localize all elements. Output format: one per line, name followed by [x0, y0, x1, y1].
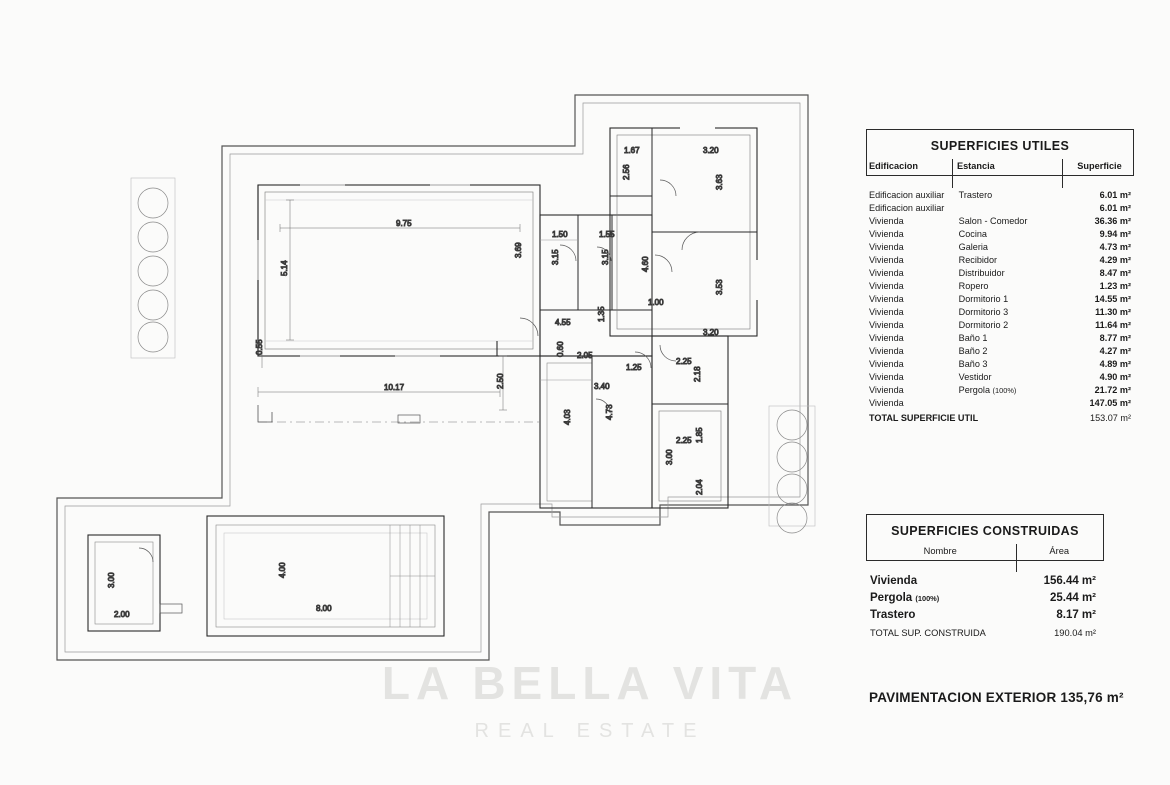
cell-area: 8.17 m²: [1056, 608, 1096, 621]
cell-superficie: 4.90 m²: [1099, 371, 1131, 382]
construidas-header-nombre: Nombre: [923, 545, 957, 556]
cell-estancia: Distribuidor: [958, 267, 1005, 278]
cell-edificacion: Vivienda: [869, 306, 904, 317]
dim-2-56: 2.56: [622, 164, 631, 180]
table-row: [866, 344, 1134, 357]
construidas-header-row: [866, 544, 1104, 561]
cell-edificacion: Vivienda: [869, 358, 904, 369]
utiles-divider-1: [952, 159, 953, 188]
cell-superficie: 6.01 m²: [1099, 202, 1131, 213]
tree-row-left: [131, 178, 175, 358]
construidas-divider: [1016, 544, 1017, 572]
dim-salon-width: 9.75: [396, 219, 412, 228]
utiles-total-value: 153.07 m²: [1090, 413, 1131, 423]
cell-area: 25.44 m²: [1049, 591, 1096, 604]
utiles-title: SUPERFICIES UTILES: [930, 139, 1070, 153]
cell-estancia: [956, 383, 1063, 396]
dim-3-20-mid: 3.20: [703, 328, 719, 337]
cell-edificacion: Vivienda: [869, 319, 904, 330]
dim-3-15-a: 3.15: [551, 249, 560, 265]
cell-superficie: 14.55 m²: [1094, 293, 1131, 304]
cell-estancia-note: (100%): [992, 385, 1017, 395]
table-row-total: [866, 409, 1134, 425]
construidas-title: SUPERFICIES CONSTRUIDAS: [891, 524, 1079, 538]
watermark-sub: REAL ESTATE: [474, 720, 706, 742]
table-row: [866, 331, 1134, 344]
dim-3-63: 3.63: [715, 174, 724, 190]
cell-nombre-label: Trastero: [870, 608, 916, 621]
dim-3-20-top: 3.20: [703, 146, 719, 155]
cell-nombre-label: Pergola: [870, 591, 913, 604]
dim-1-25: 1.25: [626, 363, 642, 372]
table-row: [866, 370, 1134, 383]
cell-superficie: 1.23 m²: [1099, 280, 1131, 291]
construidas-table: [866, 572, 1104, 641]
cell-edificacion: Vivienda: [869, 397, 904, 408]
table-row: [866, 279, 1134, 292]
cell-superficie: 8.77 m²: [1099, 332, 1131, 343]
cell-estancia: Salon - Comedor: [958, 215, 1028, 226]
cell-edificacion: Vivienda: [869, 384, 904, 395]
table-row: [866, 305, 1134, 318]
table-row: [866, 589, 1104, 606]
cell-estancia: Vestidor: [958, 371, 992, 382]
dim-1-85: 1.85: [695, 427, 704, 443]
construidas-header-area: Área: [1049, 545, 1070, 556]
utiles-table: [866, 188, 1134, 425]
cell-estancia: Dormitorio 1: [958, 293, 1009, 304]
table-row: [866, 188, 1134, 201]
table-row: [866, 227, 1134, 240]
cell-estancia-label: Pergola: [958, 384, 991, 395]
cell-estancia: Galeria: [958, 241, 988, 252]
dim-0-60: 0.60: [556, 341, 565, 357]
table-row: [866, 396, 1134, 409]
cell-superficie: 36.36 m²: [1094, 215, 1131, 226]
dim-4-60: 4.60: [641, 256, 650, 272]
cell-edificacion: Vivienda: [869, 215, 904, 226]
cell-estancia: Recibidor: [958, 254, 998, 265]
cell-edificacion: Vivienda: [869, 267, 904, 278]
cell-nombre: [866, 589, 1014, 606]
utiles-header-estancia: Estancia: [956, 160, 995, 171]
dim-2-25-low: 2.25: [676, 436, 692, 445]
watermark-main: LA BELLA VITA: [381, 657, 799, 709]
cell-edificacion: Vivienda: [869, 280, 904, 291]
utiles-header-edificacion: Edificacion: [869, 160, 919, 171]
dim-3-00-room: 3.00: [665, 449, 674, 465]
table-row: [866, 572, 1104, 589]
table-row: [866, 214, 1134, 227]
dim-1-55: 1.55: [599, 230, 615, 239]
dim-aux-width: 2.00: [114, 610, 130, 619]
cell-nombre: [866, 572, 1014, 589]
dim-pool-width: 8.00: [316, 604, 332, 613]
table-row: [866, 357, 1134, 370]
cell-estancia: Dormitorio 2: [958, 319, 1009, 330]
cell-edificacion: Edificacion auxiliar: [869, 189, 945, 200]
cell-estancia: [956, 396, 1063, 409]
cell-superficie: 9.94 m²: [1099, 228, 1131, 239]
dim-2-25-top: 2.25: [676, 357, 692, 366]
construidas-total-value: 190.04 m²: [1054, 628, 1096, 638]
cell-edificacion: Vivienda: [869, 332, 904, 343]
cell-edificacion: Vivienda: [869, 228, 904, 239]
cell-superficie: 4.89 m²: [1099, 358, 1131, 369]
table-row: [866, 240, 1134, 253]
dim-1-35: 1.35: [597, 306, 606, 322]
dim-3-15-b: 3.15: [601, 249, 610, 265]
cell-nombre-label: Vivienda: [870, 574, 918, 587]
utiles-total-label: TOTAL SUPERFICIE UTIL: [869, 413, 979, 423]
cell-estancia: Baño 3: [958, 358, 988, 369]
cell-estancia: Trastero: [958, 189, 993, 200]
cell-estancia: Ropero: [958, 280, 989, 291]
cell-edificacion: Vivienda: [869, 293, 904, 304]
dim-salon-inner: 3.69: [514, 242, 523, 258]
dim-2-18: 2.18: [693, 366, 702, 382]
table-row: [866, 383, 1134, 396]
dim-4-55: 4.55: [555, 318, 571, 327]
dim-2-04: 2.04: [695, 479, 704, 495]
dim-2-05: 2.05: [577, 351, 593, 360]
cell-superficie: 6.01 m²: [1099, 189, 1131, 200]
table-row: [866, 292, 1134, 305]
dim-1-50: 1.50: [552, 230, 568, 239]
cell-estancia: Baño 2: [958, 345, 988, 356]
dim-3-53: 3.53: [715, 279, 724, 295]
dim-10-17: 10.17: [384, 383, 405, 392]
cell-edificacion: Vivienda: [869, 254, 904, 265]
cell-superficie: 4.29 m²: [1099, 254, 1131, 265]
cell-estancia: [956, 201, 1063, 214]
dim-0-55: 0.55: [255, 339, 264, 355]
cell-superficie: 11.64 m²: [1095, 319, 1131, 330]
cell-superficie: 4.73 m²: [1099, 241, 1131, 252]
cell-superficie: 8.47 m²: [1099, 267, 1131, 278]
cell-nombre-note: (100%): [915, 593, 940, 603]
table-row: [866, 606, 1104, 623]
table-row-total: [866, 623, 1104, 641]
cell-nombre: [866, 606, 1014, 623]
cell-edificacion: Vivienda: [869, 241, 904, 252]
cell-estancia: Baño 1: [958, 332, 988, 343]
dim-1-00: 1.00: [648, 298, 664, 307]
cell-superficie: 21.72 m²: [1094, 384, 1131, 395]
pavimentacion-exterior: PAVIMENTACION EXTERIOR 135,76 m²: [869, 690, 1124, 705]
construidas-total-label: TOTAL SUP. CONSTRUIDA: [870, 628, 986, 638]
cell-edificacion: Vivienda: [869, 371, 904, 382]
dim-4-73: 4.73: [605, 404, 614, 420]
cell-estancia: Dormitorio 3: [958, 306, 1009, 317]
table-row: [866, 201, 1134, 214]
cell-edificacion: Edificacion auxiliar: [869, 202, 945, 213]
dim-3-40: 3.40: [594, 382, 610, 391]
dim-aux-height: 3.00: [107, 572, 116, 588]
cell-superficie: 4.27 m²: [1099, 345, 1131, 356]
cell-area: 156.44 m²: [1043, 574, 1096, 587]
dim-1-67: 1.67: [624, 146, 640, 155]
utiles-divider-2: [1062, 159, 1063, 188]
cell-estancia: Cocina: [958, 228, 987, 239]
dim-2-50: 2.50: [496, 373, 505, 389]
cell-edificacion: Vivienda: [869, 345, 904, 356]
wall-south-wing: [540, 356, 652, 508]
wall-salon-block: [258, 185, 540, 356]
dim-4-03: 4.03: [563, 409, 572, 425]
cell-superficie: 11.30 m²: [1095, 306, 1131, 317]
dim-salon-height: 5.14: [280, 260, 289, 276]
utiles-header-row: [866, 159, 1134, 176]
table-row: [866, 318, 1134, 331]
dim-pool-height: 4.00: [278, 562, 287, 578]
cell-superficie: 147.05 m²: [1089, 397, 1131, 408]
table-row: [866, 266, 1134, 279]
table-row: [866, 253, 1134, 266]
utiles-header-superficie: Superficie: [1077, 160, 1122, 171]
